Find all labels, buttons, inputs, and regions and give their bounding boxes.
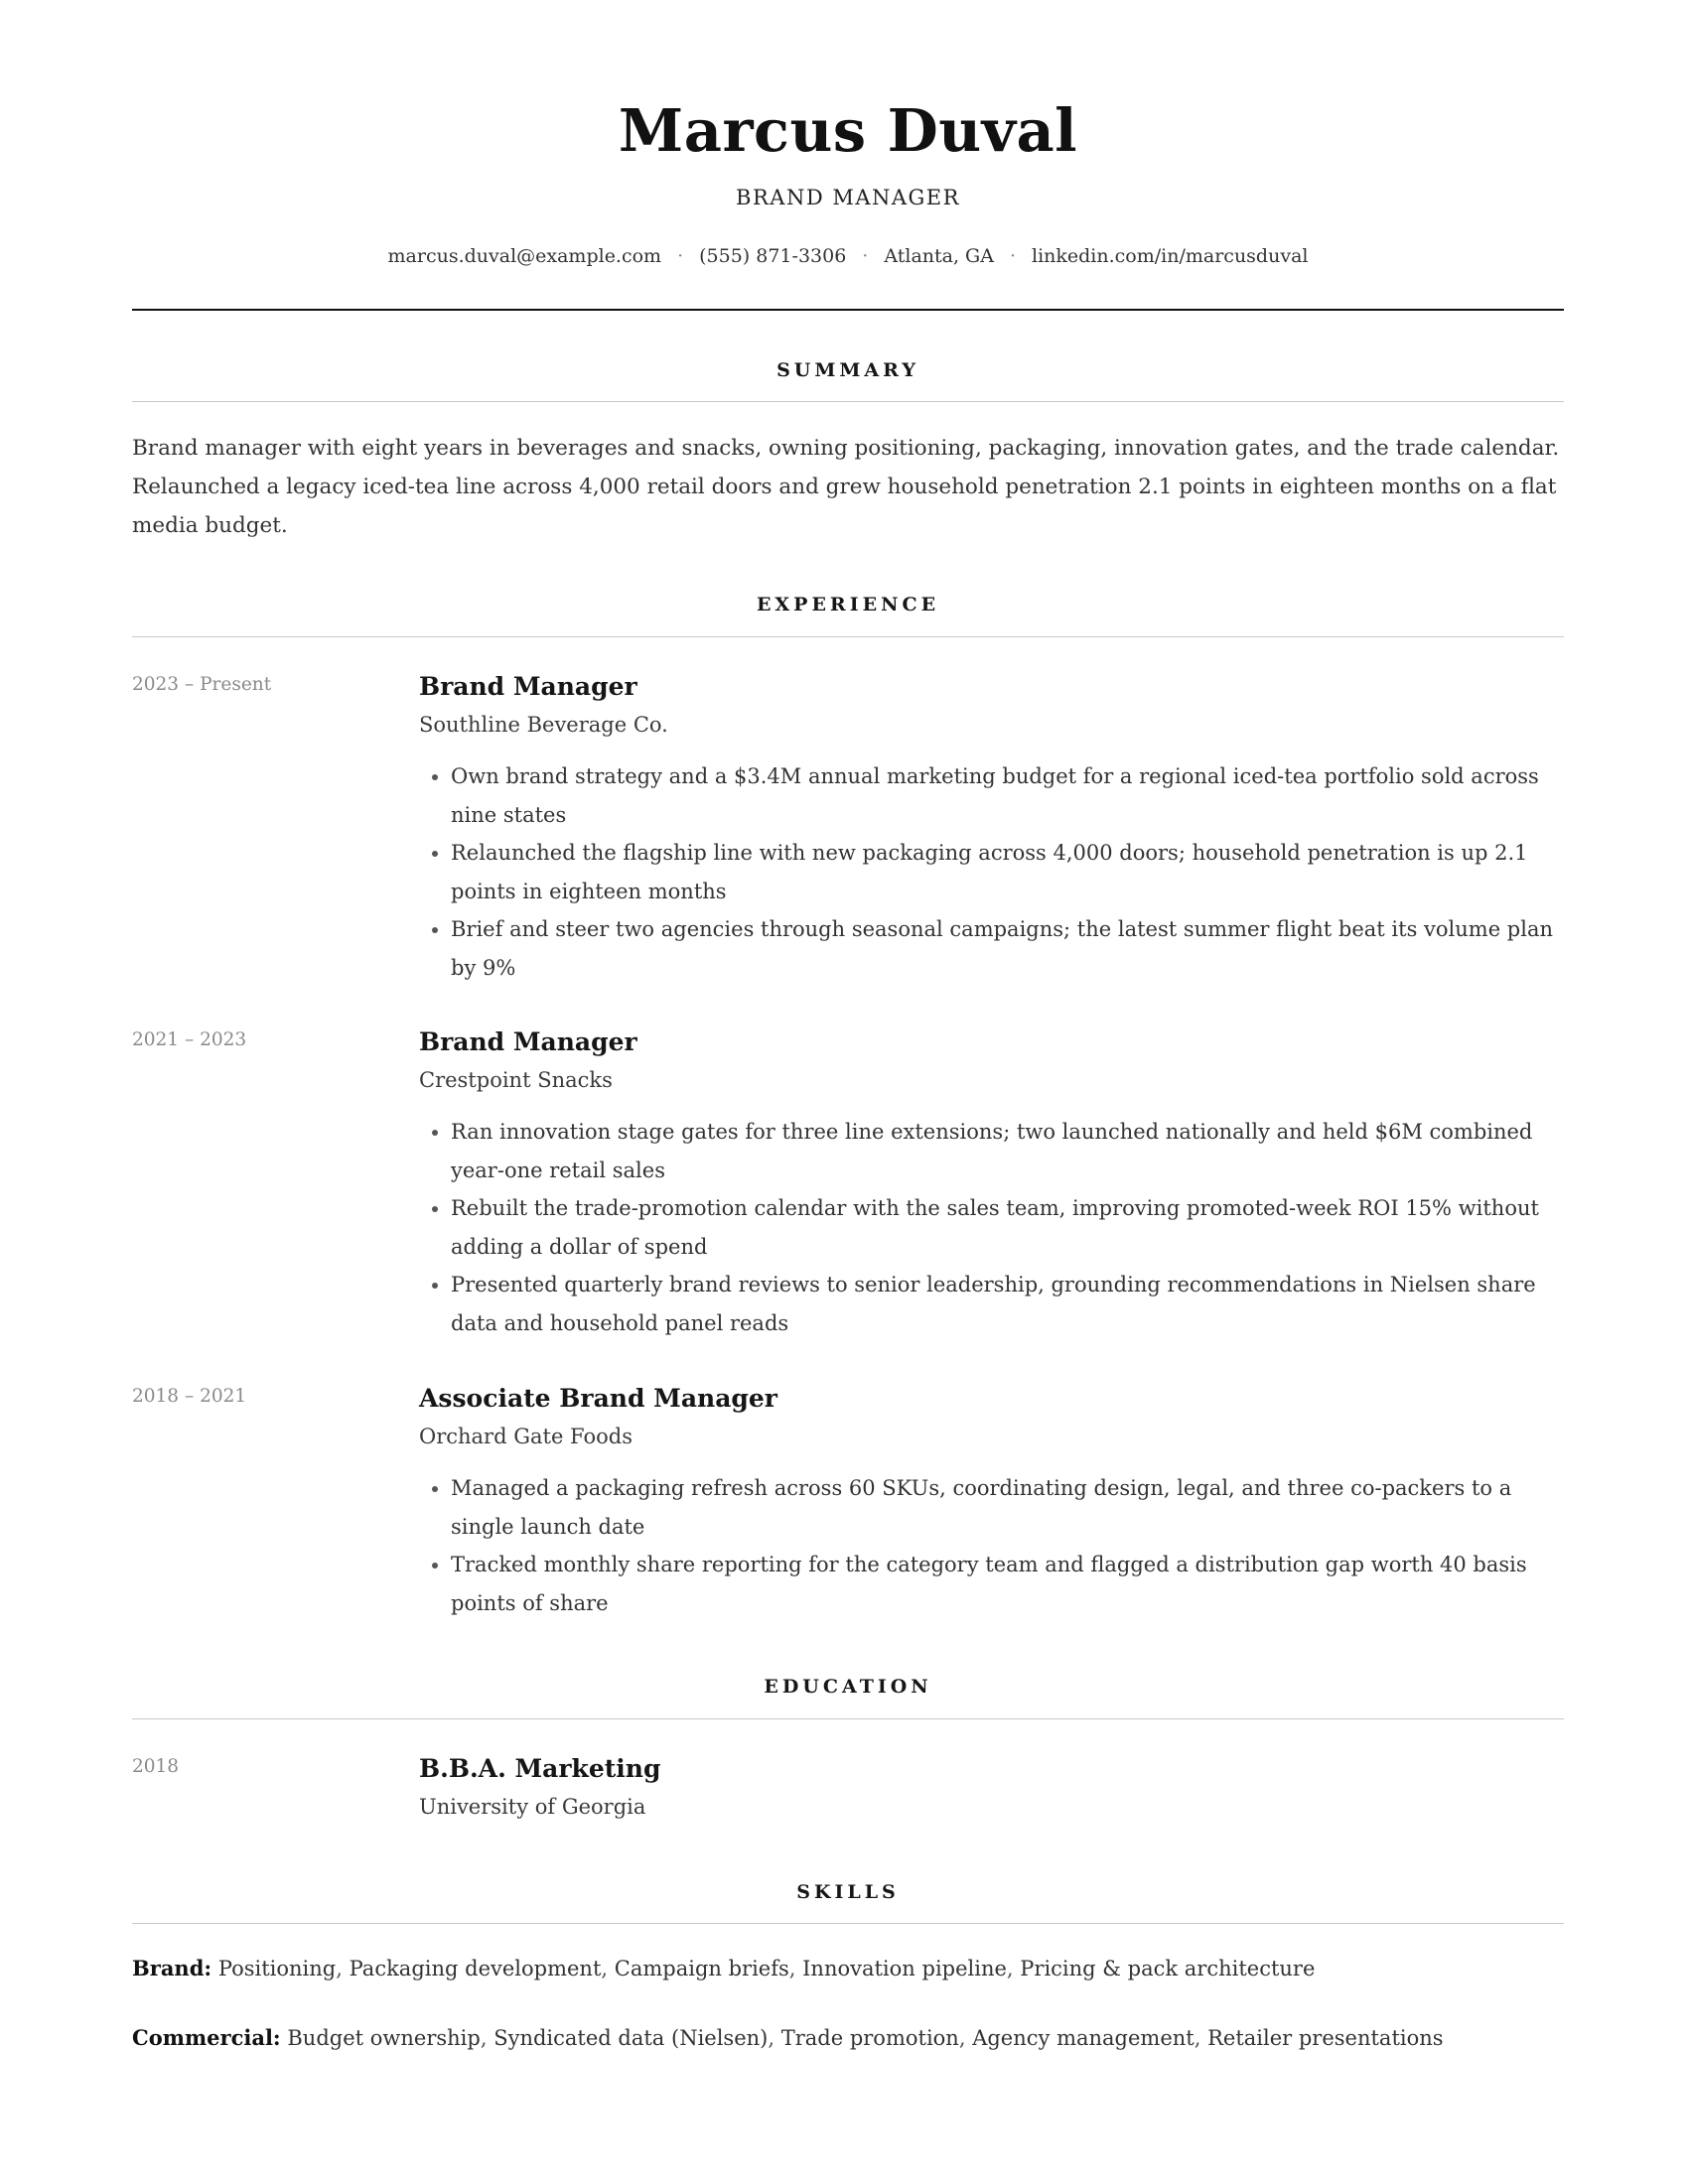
summary-text: Brand manager with eight years in beverages and snacks, owning positioning, packaging, innovation gates, and the trade calendar. Relaunched a legacy iced-tea line across 4,000 retail doors and grew household penetration 2.1 points in eighteen months on a flat media budget. — [132, 436, 1560, 538]
skill-separator: , — [336, 1957, 350, 1980]
entry-dates: 2023 – Present — [132, 674, 272, 695]
contact-location: Atlanta, GA — [884, 245, 994, 267]
entry-body — [419, 1752, 1564, 1822]
skill-item: Budget ownership — [287, 2026, 481, 2050]
education-divider — [132, 1718, 1564, 1719]
bullet-item: • Rebuilt the trade-promotion calendar with the sales team, improving promoted-week ROI 15% without adding a dollar of spend — [451, 1189, 1564, 1266]
bullet-item: • Relaunched the flagship line with new packaging across 4,000 doors; household penetration is up 2.1 points in eighteen months — [451, 834, 1564, 910]
entry-title: Brand Manager — [419, 1027, 637, 1056]
skill-group-brand — [132, 1954, 1564, 1983]
skill-separator: , — [601, 1957, 615, 1980]
skill-item: Campaign briefs — [614, 1957, 789, 1980]
summary-divider — [132, 401, 1564, 402]
entry-title: Associate Brand Manager — [419, 1384, 777, 1413]
skill-items — [287, 2026, 1443, 2050]
skill-group-label: Brand: — [132, 1956, 212, 1980]
bullet-item: • Brief and steer two agencies through seasonal campaigns; the latest summer flight beat its volume plan by 9% — [451, 910, 1564, 987]
header-divider — [132, 309, 1564, 311]
skill-group-commercial — [132, 2023, 1564, 2053]
entry-organization: Crestpoint Snacks — [419, 1068, 613, 1092]
entry-organization: Orchard Gate Foods — [419, 1425, 633, 1448]
skill-group-label: Commercial: — [132, 2025, 281, 2050]
contact-line — [132, 243, 1564, 269]
entry-bullets — [419, 1469, 1564, 1622]
skill-item: Positioning — [217, 1957, 337, 1980]
entry-body — [419, 1025, 1564, 1342]
education-heading: EDUCATION — [764, 1676, 932, 1698]
skill-separator: , — [788, 1957, 803, 1980]
skill-item: Retailer presentations — [1207, 2026, 1444, 2050]
bullet-item: • Own brand strategy and a $3.4M annual marketing budget for a regional iced-tea portfolio sold across nine states — [451, 757, 1564, 834]
bullet-item: • Ran innovation stage gates for three line extensions; two launched nationally and held $6M combined year-one retail sales — [451, 1113, 1564, 1189]
skill-separator: , — [480, 2026, 494, 2050]
contact-phone[interactable]: (555) 871-3306 — [699, 245, 847, 267]
entry-title: B.B.A. Marketing — [419, 1754, 661, 1783]
entry-body — [419, 1382, 1564, 1622]
entry-dates: 2018 — [132, 1756, 180, 1777]
skill-item: Agency management — [972, 2026, 1195, 2050]
candidate-role: BRAND MANAGER — [736, 186, 960, 209]
candidate-name: Marcus Duval — [618, 96, 1078, 165]
entry-body — [419, 670, 1564, 987]
entry-bullets — [419, 1113, 1564, 1342]
summary-heading: SUMMARY — [776, 359, 919, 381]
contact-separator: · — [862, 245, 869, 267]
skills-divider — [132, 1923, 1564, 1924]
skill-item: Trade promotion — [780, 2026, 959, 2050]
entry-organization: University of Georgia — [419, 1795, 646, 1819]
skill-item: Syndicated data (Nielsen) — [493, 2026, 769, 2050]
skill-separator: , — [1194, 2026, 1208, 2050]
entry-bullets — [419, 757, 1564, 987]
bullet-item: • Tracked monthly share reporting for the category team and flagged a distribution gap worth 40 basis points of share — [451, 1546, 1564, 1622]
bullet-item: • Presented quarterly brand reviews to senior leadership, grounding recommendations in Nielsen share data and household panel reads — [451, 1266, 1564, 1342]
contact-separator: · — [1009, 245, 1016, 267]
skill-item: Packaging development — [349, 1957, 602, 1980]
skill-item: Pricing & pack architecture — [1020, 1957, 1316, 1980]
entry-dates: 2021 – 2023 — [132, 1029, 247, 1050]
entry-title: Brand Manager — [419, 672, 637, 701]
experience-divider — [132, 636, 1564, 637]
contact-linkedin[interactable]: linkedin.com/in/marcusduval — [1032, 245, 1309, 267]
skill-item: Innovation pipeline — [802, 1957, 1007, 1980]
skill-separator: , — [1006, 1957, 1021, 1980]
bullet-item: • Managed a packaging refresh across 60 SKUs, coordinating design, legal, and three co-packers to a single launch date — [451, 1469, 1564, 1546]
skill-items — [218, 1957, 1316, 1980]
skill-separator: , — [958, 2026, 973, 2050]
skills-heading: SKILLS — [796, 1881, 900, 1903]
entry-organization: Southline Beverage Co. — [419, 713, 668, 737]
entry-dates: 2018 – 2021 — [132, 1386, 247, 1407]
skill-separator: , — [768, 2026, 781, 2050]
experience-heading: EXPERIENCE — [756, 594, 940, 615]
contact-email[interactable]: marcus.duval@example.com — [387, 245, 662, 267]
contact-separator: · — [677, 245, 684, 267]
